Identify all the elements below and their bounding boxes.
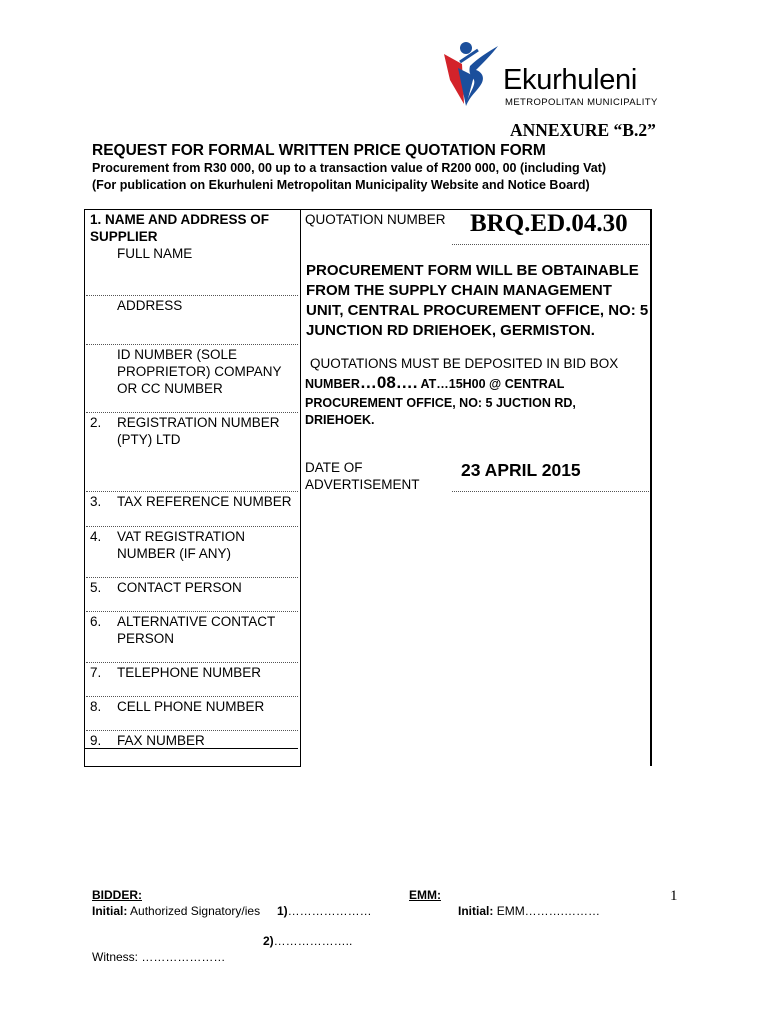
item-number: 7. xyxy=(90,665,102,680)
logo-subtitle: METROPOLITAN MUNICIPALITY xyxy=(505,97,658,108)
emm-label: EMM: xyxy=(409,888,441,902)
id-number-label: ID NUMBER (SOLE PROPRIETOR) COMPANY OR CC NUMBER xyxy=(117,347,282,396)
signature-2-dots: ……………….. xyxy=(273,934,353,948)
date-of-advertisement-label: DATE OF ADVERTISEMENT xyxy=(305,460,420,492)
form-title: REQUEST FOR FORMAL WRITTEN PRICE QUOTATION FORM xyxy=(92,142,546,159)
ekurhuleni-figure-icon xyxy=(436,40,506,112)
address-label: ADDRESS xyxy=(117,298,183,313)
logo-name: Ekurhuleni xyxy=(503,64,638,96)
form-subtitle-2: (For publication on Ekurhuleni Metropolitan Municipality Website and Notice Board) xyxy=(92,178,590,192)
witness-line: Witness: ………………… xyxy=(92,950,226,964)
item-number: 9. xyxy=(90,733,102,748)
alternative-contact-label: ALTERNATIVE CONTACT PERSON xyxy=(117,614,276,646)
item-number: 5. xyxy=(90,580,102,595)
contact-person-label: CONTACT PERSON xyxy=(117,580,242,595)
bid-box-number: …08…. xyxy=(359,373,418,392)
cell-phone-label: CELL PHONE NUMBER xyxy=(117,699,265,714)
item-number: 3. xyxy=(90,494,102,509)
procurement-note: PROCUREMENT FORM WILL BE OBTAINABLE FROM THE SUPPLY CHAIN MANAGEMENT UNIT, CENTRAL PROCUREMENT OFFICE, NO: 5 JUNCTION RD DRIEHOEK, GERMISTON. xyxy=(306,262,649,339)
item-number: 8. xyxy=(90,699,102,714)
signature-2-number: 2) xyxy=(263,934,274,948)
page-number: 1 xyxy=(670,888,678,904)
telephone-number-label: TELEPHONE NUMBER xyxy=(117,665,262,680)
annexure-label: ANNEXURE “B.2” xyxy=(510,120,656,140)
fax-number-label: FAX NUMBER xyxy=(117,733,205,748)
signature-1-dots: ………………… xyxy=(287,904,372,918)
deposit-prefix: NUMBER xyxy=(305,377,360,391)
deposit-time: AT…15H00 @ CENTRAL xyxy=(417,377,565,391)
emm-initial-value: EMM……….……… xyxy=(496,904,601,918)
authorized-signatory-label: Authorized Signatory/ies xyxy=(130,904,261,918)
registration-number-label: REGISTRATION NUMBER (PTY) LTD xyxy=(117,415,280,447)
form-subtitle-1: Procurement from R30 000, 00 up to a transaction value of R200 000, 00 (including Vat) xyxy=(92,161,607,175)
full-name-label: FULL NAME xyxy=(117,246,193,261)
emm-initial-label: Initial: xyxy=(458,904,494,918)
deposit-instruction: QUOTATIONS MUST BE DEPOSITED IN BID BOX xyxy=(310,356,619,371)
supplier-panel xyxy=(84,209,301,767)
quotation-number-label: QUOTATION NUMBER xyxy=(305,212,446,227)
date-of-advertisement-value: 23 APRIL 2015 xyxy=(461,460,581,480)
bidder-initial-row xyxy=(92,904,260,918)
deposit-box-line xyxy=(305,373,564,393)
signature-line-2 xyxy=(263,934,352,948)
quotation-number-value: BRQ.ED.04.30 xyxy=(470,210,628,237)
item-number: 6. xyxy=(90,614,102,629)
item-number: 4. xyxy=(90,529,102,544)
tax-reference-label: TAX REFERENCE NUMBER xyxy=(117,494,292,509)
signature-1-number: 1) xyxy=(277,904,288,918)
item-number: 2. xyxy=(90,415,102,430)
initial-label: Initial: xyxy=(92,904,128,918)
vat-registration-label: VAT REGISTRATION NUMBER (IF ANY) xyxy=(117,529,246,561)
deposit-location: PROCUREMENT OFFICE, NO: 5 JUCTION RD, DRIEHOEK. xyxy=(305,396,576,427)
signature-line-1 xyxy=(277,904,372,918)
emm-initial-row xyxy=(458,904,600,918)
bidder-label: BIDDER: xyxy=(92,888,142,902)
supplier-heading: 1. NAME AND ADDRESS OF SUPPLIER xyxy=(90,212,270,244)
